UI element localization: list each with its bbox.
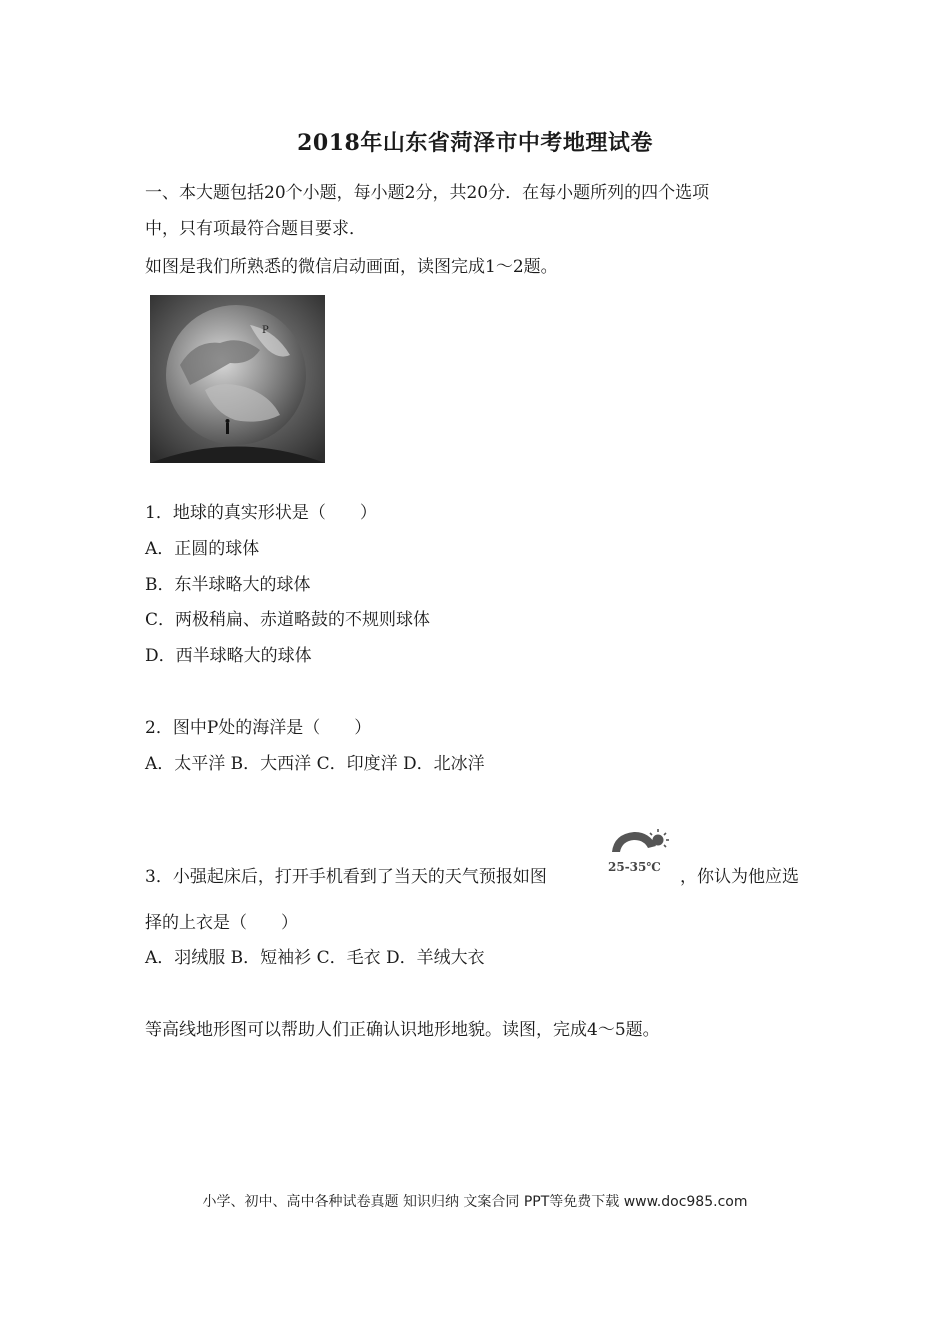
q3-stem-line2: 择的上衣是（ ） xyxy=(145,913,298,933)
topo-intro: 等高线地形图可以帮助人们正确认识地形地貌。读图，完成4～5题。 xyxy=(145,1020,660,1040)
figure-intro: 如图是我们所熟悉的微信启动画面，读图完成1～2题。 xyxy=(145,257,558,277)
weather-forecast-icon xyxy=(606,826,672,876)
label-p: P xyxy=(262,325,269,336)
q1-option-d: D．西半球略大的球体 xyxy=(145,646,312,666)
earth-globe-graphic xyxy=(150,295,325,463)
section-instructions-line2: 中，只有项最符合题目要求． xyxy=(145,219,366,239)
q3-stem-after: ，你认为他应选 xyxy=(680,867,799,887)
section-instructions-line1: 一、本大题包括20个小题，每小题2分，共20分．在每小题所列的四个选项 xyxy=(145,183,710,203)
q1-stem: 1．地球的真实形状是（ ） xyxy=(145,503,377,523)
earth-startup-image xyxy=(150,295,325,463)
q1-option-c: C．两极稍扁、赤道略鼓的不规则球体 xyxy=(145,610,431,630)
footer-note: 小学、初中、高中各种试卷真题 知识归纳 文案合同 PPT等免费下载 www.doc985.com xyxy=(202,1194,748,1210)
q1-option-b: B．东半球略大的球体 xyxy=(145,575,311,595)
q3-options: A．羽绒服 B．短袖衫 C．毛衣 D．羊绒大衣 xyxy=(145,948,485,968)
page-title: 2018年山东省菏泽市中考地理试卷 xyxy=(297,130,653,156)
weather-temperature: 25-35℃ xyxy=(608,860,661,874)
q1-option-a: A．正圆的球体 xyxy=(145,539,260,559)
q2-stem: 2．图中P处的海洋是（ ） xyxy=(145,718,372,738)
q3-stem-before: 3．小强起床后，打开手机看到了当天的天气预报如图 xyxy=(145,867,547,887)
q2-options: A．太平洋 B．大西洋 C．印度洋 D．北冰洋 xyxy=(145,754,485,774)
